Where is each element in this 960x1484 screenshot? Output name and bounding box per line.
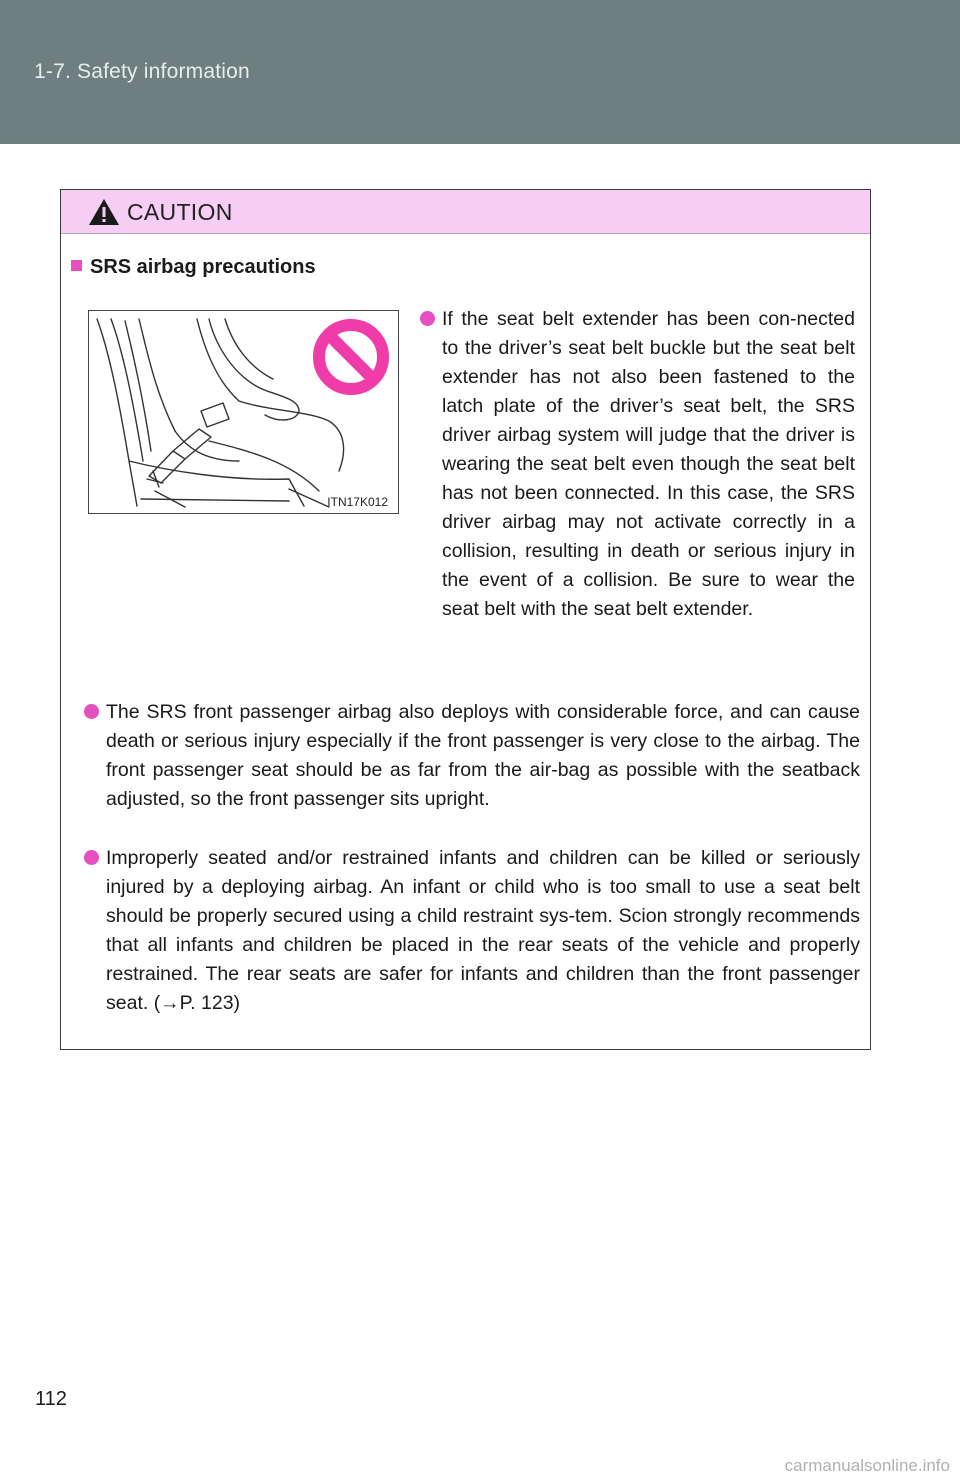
prohibited-icon [319,325,383,389]
caution-header [61,190,870,234]
bullet-text: Improperly seated and/or restrained infants and children can be killed or seriously injured by a deploying airbag. An infant or child who is too small to use a seat belt should be properly secured using a child restraint sys-tem. Scion strongly recommends that all infants and children be placed in the rear seats of the vehicle and properly restrained. The rear seats are safer for infants and children than the front passenger seat. (→P. 123) [106,847,860,1014]
seated-driver-drawing [89,311,398,513]
bullet-dot-icon [84,704,99,719]
watermark: carmanualsonline.info [784,1456,950,1475]
bullet-text: The SRS front passenger airbag also deploys with considerable force, and can cause death or serious injury especially if the front passenger is very close to the airbag. The front passenger seat should be as far from the air-bag as possible with the seatback adjusted, so the front passenger sits upright. [106,701,860,810]
caution-box [60,189,871,1050]
caution-label: CAUTION [127,199,233,225]
header-band [0,0,960,144]
subheading-text: SRS airbag precautions [90,256,316,278]
bullet-dot-icon [84,850,99,865]
bullet-item [84,698,860,814]
illustration-code: ITN17K012 [327,495,388,509]
section-title: 1-7. Safety information [34,60,250,83]
page-number: 112 [35,1388,67,1410]
seat-belt-extender-illustration [88,310,399,514]
warning-triangle-icon [88,198,120,226]
bullet-item [84,844,860,1018]
bullet-dot-icon [420,311,435,326]
subheading [71,256,316,279]
bullet-text: If the seat belt extender has been con-nected to the driver’s seat belt buckle but the seat belt extender has not also been fastened to the latch plate of the driver’s seat belt, the SRS driver airbag system will judge that the driver is wearing the seat belt even though the seat belt has not been connected. In this case, the SRS driver airbag may not activate correctly in a collision, resulting in death or serious injury in the event of a collision. Be sure to wear the seat belt with the seat belt extender. [442,308,855,620]
bullet-item [420,305,855,624]
square-bullet-icon [71,260,82,271]
